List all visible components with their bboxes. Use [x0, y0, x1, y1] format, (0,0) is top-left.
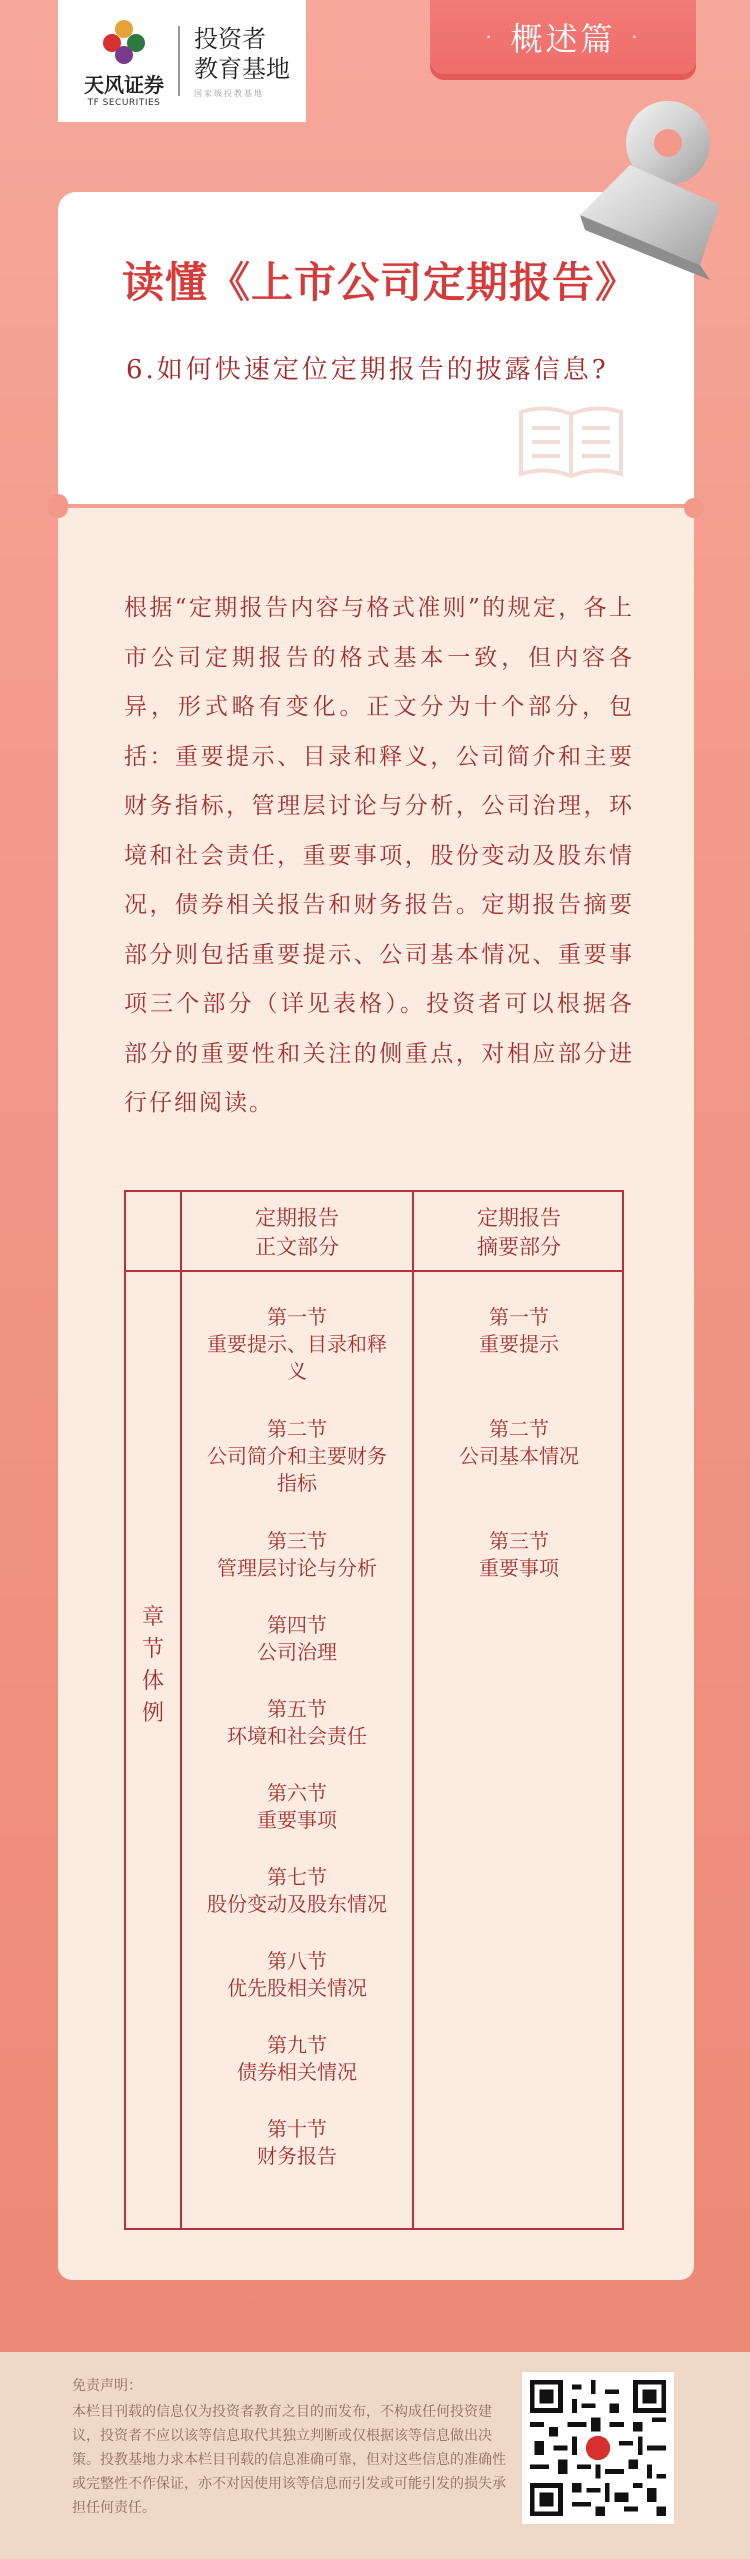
tag-dot-right: ·: [631, 26, 641, 48]
main-section-7: [182, 1864, 412, 1918]
section-no: 第一节: [267, 1305, 327, 1329]
section-no: 第三节: [489, 1529, 549, 1553]
card-notch: [684, 498, 704, 518]
summary-section-3: [414, 1528, 624, 1582]
main-section-10: [182, 2116, 412, 2170]
section-no: 第二节: [267, 1417, 327, 1441]
section-name: 股份变动及股东情况: [207, 1892, 387, 1916]
header-main-line2: 正文部分: [255, 1235, 339, 1259]
section-no: 第九节: [267, 2033, 327, 2057]
content-card: [58, 508, 694, 2280]
qr-code: [522, 2372, 674, 2524]
logo-icon: [98, 15, 150, 67]
section-no: 第七节: [267, 1865, 327, 1889]
side-label: [126, 1602, 180, 1730]
logo-divider: [178, 26, 180, 96]
section-no: 第八节: [267, 1949, 327, 1973]
disclaimer-footer: [0, 2352, 750, 2559]
book-icon: [516, 402, 626, 482]
chapter-table: [124, 1190, 624, 2230]
main-section-4: [182, 1612, 412, 1666]
disclaimer-heading: 免责声明：: [72, 2378, 142, 2394]
base-sub: 国家级投教基地: [194, 88, 264, 98]
section-name: 公司简介和主要财务指标: [207, 1444, 387, 1495]
main-section-5: [182, 1696, 412, 1750]
disclaimer-text: 本栏目刊载的信息仅为投资者教育之目的而发布，不构成任何投资建议，投资者不应以该等信息取代其独立判断或仅根据该等信息做出决策。投教基地力求本栏目刊载的信息准确可靠，但对这些信息的准确性或完整性不作保证，亦不对因使用该等信息而引发或可能引发的损失承担任何责任。: [72, 2404, 506, 2516]
table-header-main: [182, 1204, 412, 1262]
brand-name-en: TF SECURITIES: [87, 97, 161, 108]
section-no: 第二节: [489, 1417, 549, 1441]
section-no: 第四节: [267, 1613, 327, 1637]
main-section-1: [182, 1304, 412, 1385]
section-name: 环境和社会责任: [227, 1724, 367, 1748]
section-name: 重要事项: [479, 1556, 559, 1580]
logo-mark: [84, 15, 164, 108]
question-text: 6.如何快速定位定期报告的披露信息?: [126, 355, 609, 385]
card-notch: [48, 498, 68, 518]
main-section-6: [182, 1780, 412, 1834]
tag-dot-left: ·: [485, 26, 495, 48]
summary-section-2: [414, 1416, 624, 1470]
main-section-2: [182, 1416, 412, 1497]
summary-section-1: [414, 1304, 624, 1358]
base-line2: 教育基地: [194, 54, 290, 83]
brand-name-cn: 天风证券: [84, 72, 164, 97]
section-name: 管理层讨论与分析: [217, 1556, 377, 1580]
header-summary-line2: 摘要部分: [477, 1235, 561, 1259]
table-header-summary: [414, 1204, 624, 1262]
section-no: 第三节: [267, 1529, 327, 1553]
main-section-3: [182, 1528, 412, 1582]
section-name: 债券相关情况: [237, 2060, 357, 2084]
section-name: 重要事项: [257, 1808, 337, 1832]
table-rule: [126, 1270, 622, 1272]
section-name: 重要提示、目录和释义: [207, 1332, 387, 1383]
section-no: 第一节: [489, 1305, 549, 1329]
section-name: 重要提示: [479, 1332, 559, 1356]
section-no: 第十节: [267, 2117, 327, 2141]
section-no: 第六节: [267, 1781, 327, 1805]
binder-clip-icon: [560, 95, 730, 285]
education-base-label: [194, 24, 290, 99]
section-name: 公司基本情况: [459, 1444, 579, 1468]
brand-logo: [58, 0, 306, 122]
header-summary-line1: 定期报告: [477, 1206, 561, 1230]
body-paragraph: 根据“定期报告内容与格式准则”的规定，各上市公司定期报告的格式基本一致，但内容各异，形式略有变化。正文分为十个部分，包括：重要提示、目录和释义，公司简介和主要财务指标，管理层讨论与分析，公司治理，环境和社会责任，重要事项，股份变动及股东情况，债券相关报告和财务报告。定期报告摘要部分则包括重要提示、公司基本情况、重要事项三个部分（详见表格）。投资者可以根据各部分的重要性和关注的侧重点，对相应部分进行仔细阅读。: [124, 595, 634, 1116]
main-section-9: [182, 2032, 412, 2086]
header-main-line1: 定期报告: [255, 1206, 339, 1230]
disclaimer: [72, 2374, 512, 2520]
page-title: 读懂《上市公司定期报告》: [122, 258, 639, 307]
main-section-8: [182, 1948, 412, 2002]
qr-code-icon: [530, 2380, 666, 2516]
section-name: 优先股相关情况: [227, 1976, 367, 2000]
section-name: 公司治理: [257, 1640, 337, 1664]
tag-label: 概述篇: [510, 20, 616, 58]
category-tag: [430, 0, 696, 74]
section-name: 财务报告: [257, 2144, 337, 2168]
base-line1: 投资者: [194, 24, 266, 53]
section-no: 第五节: [267, 1697, 327, 1721]
side-label-text: 章节体例: [141, 1605, 164, 1726]
